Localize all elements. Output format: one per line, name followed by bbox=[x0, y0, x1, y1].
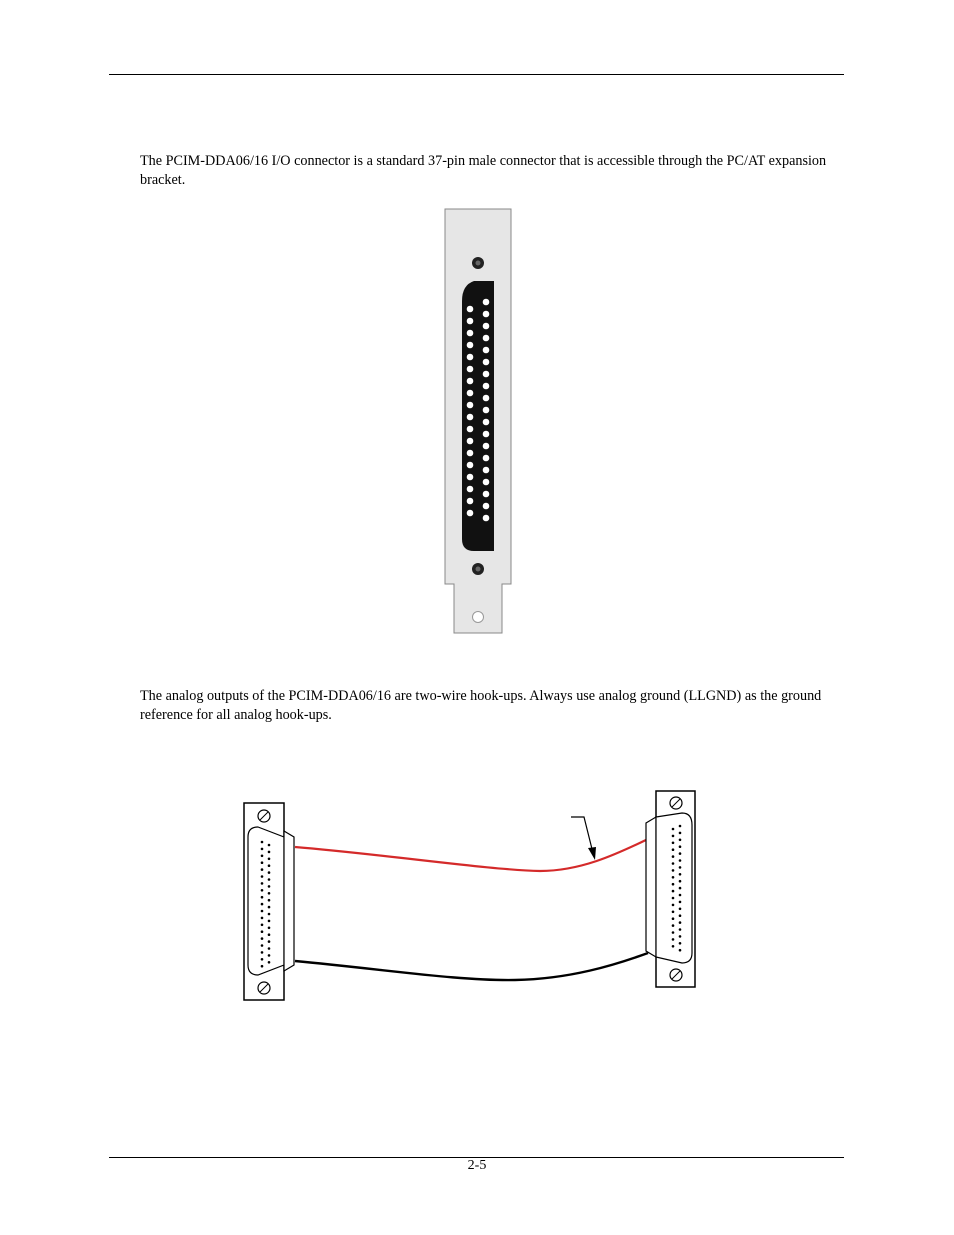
connector-pin bbox=[467, 498, 474, 505]
connector-pin bbox=[467, 390, 474, 397]
connector-pin bbox=[261, 958, 264, 961]
connector-pin bbox=[268, 954, 271, 957]
connector-pin bbox=[268, 920, 271, 923]
connector-pin bbox=[268, 844, 271, 847]
connector-pin bbox=[261, 889, 264, 892]
connector-pin bbox=[679, 873, 682, 876]
connector-pin bbox=[483, 311, 490, 318]
connector-pin bbox=[679, 859, 682, 862]
connector-pin bbox=[483, 395, 490, 402]
connector-pin bbox=[268, 947, 271, 950]
connector-pin bbox=[679, 845, 682, 848]
connector-pin bbox=[261, 861, 264, 864]
connector-pin bbox=[672, 862, 675, 865]
connector-pin bbox=[467, 438, 474, 445]
connector-pin bbox=[483, 455, 490, 462]
connector-pin bbox=[268, 913, 271, 916]
connector-pin bbox=[483, 299, 490, 306]
connector-pin bbox=[483, 467, 490, 474]
page-number: 2-5 bbox=[467, 1158, 487, 1173]
connector-pin bbox=[672, 924, 675, 927]
connector-pin bbox=[672, 855, 675, 858]
connector-pin bbox=[679, 942, 682, 945]
connector-pin bbox=[672, 869, 675, 872]
connector-pin bbox=[679, 832, 682, 835]
connector-pin bbox=[672, 835, 675, 838]
connector-pin bbox=[483, 503, 490, 510]
wire-pointer-arrowhead bbox=[588, 847, 596, 860]
connector-pin bbox=[268, 858, 271, 861]
connector-pin bbox=[679, 839, 682, 842]
connector-pin bbox=[679, 935, 682, 938]
connector-pin bbox=[268, 864, 271, 867]
connector-pin bbox=[672, 938, 675, 941]
connector-pin bbox=[483, 491, 490, 498]
connector-pin bbox=[672, 848, 675, 851]
connector-pin bbox=[679, 928, 682, 931]
connector-pin bbox=[261, 924, 264, 927]
connector-pin bbox=[483, 323, 490, 330]
connector-pin bbox=[467, 474, 474, 481]
connector-pin bbox=[261, 855, 264, 858]
connector-pin bbox=[268, 933, 271, 936]
connector-pin bbox=[679, 825, 682, 828]
connector-pin bbox=[467, 378, 474, 385]
connector-pin bbox=[483, 335, 490, 342]
connector-pin bbox=[268, 906, 271, 909]
ground-wire bbox=[295, 953, 648, 980]
connector-pin bbox=[679, 949, 682, 952]
connector-pin bbox=[268, 878, 271, 881]
connector-pin bbox=[261, 882, 264, 885]
connector-pin bbox=[679, 880, 682, 883]
connector-pin bbox=[672, 890, 675, 893]
header-rule bbox=[109, 74, 844, 75]
connector-pin bbox=[268, 961, 271, 964]
connector-pin bbox=[672, 842, 675, 845]
connector-pin bbox=[483, 431, 490, 438]
connector-pin bbox=[261, 930, 264, 933]
connector-pin bbox=[261, 868, 264, 871]
connector-pin bbox=[483, 383, 490, 390]
connector-pin bbox=[467, 342, 474, 349]
connector-pin bbox=[261, 910, 264, 913]
connector-pin bbox=[261, 841, 264, 844]
connector-pin bbox=[467, 426, 474, 433]
connector-pin bbox=[268, 940, 271, 943]
connector-pin bbox=[261, 937, 264, 940]
connector-pin bbox=[679, 908, 682, 911]
connector-pin bbox=[483, 347, 490, 354]
connector-pin bbox=[467, 462, 474, 469]
connector-pin bbox=[261, 944, 264, 947]
cable-hookup-figure bbox=[240, 785, 700, 1005]
connector-pin bbox=[679, 921, 682, 924]
connector-pin bbox=[679, 901, 682, 904]
connector-pin bbox=[268, 885, 271, 888]
connector-pin bbox=[467, 510, 474, 517]
connector-pin bbox=[672, 897, 675, 900]
connector-pin bbox=[261, 951, 264, 954]
connector-pin bbox=[268, 871, 271, 874]
connector-pin bbox=[261, 903, 264, 906]
connector-pin bbox=[672, 876, 675, 879]
connector-pin bbox=[672, 911, 675, 914]
connector-pin bbox=[679, 887, 682, 890]
connector-pin bbox=[467, 306, 474, 313]
connector-pin bbox=[679, 866, 682, 869]
expansion-bracket-figure bbox=[444, 209, 514, 634]
connector-pin bbox=[467, 366, 474, 373]
connector-pin bbox=[467, 354, 474, 361]
connector-pin bbox=[467, 486, 474, 493]
connector-pin bbox=[261, 875, 264, 878]
connector-pin bbox=[261, 917, 264, 920]
connector-pin bbox=[268, 851, 271, 854]
connector-pin bbox=[483, 443, 490, 450]
connector-pin bbox=[679, 852, 682, 855]
intro-paragraph: The PCIM-DDA06/16 I/O connector is a standard 37-pin male connector that is accessible through the PC/AT expansion bracket. bbox=[140, 153, 827, 188]
connector-pin bbox=[467, 414, 474, 421]
connector-pin bbox=[483, 479, 490, 486]
connector-pin bbox=[467, 318, 474, 325]
connector-pin bbox=[483, 419, 490, 426]
mount-hole-icon bbox=[473, 612, 484, 623]
connector-pin bbox=[679, 914, 682, 917]
connector-pin bbox=[483, 359, 490, 366]
wire-pointer-line bbox=[571, 817, 592, 849]
left-connector-shell bbox=[248, 827, 284, 975]
connector-pin bbox=[672, 945, 675, 948]
connector-pin bbox=[672, 931, 675, 934]
connector-pin bbox=[261, 848, 264, 851]
connector-pin bbox=[467, 330, 474, 337]
connector-pin bbox=[261, 896, 264, 899]
connector-pin bbox=[268, 892, 271, 895]
connector-pin bbox=[268, 927, 271, 930]
connector-pin bbox=[672, 828, 675, 831]
connector-pin bbox=[483, 515, 490, 522]
analog-paragraph: The analog outputs of the PCIM-DDA06/16 are two-wire hook-ups. Always use analog ground (LLGND) as the ground reference for all analog hook-ups. bbox=[140, 688, 822, 723]
connector-pin bbox=[268, 899, 271, 902]
connector-pin bbox=[672, 917, 675, 920]
connector-pin bbox=[483, 371, 490, 378]
connector-pin bbox=[672, 904, 675, 907]
connector-pin bbox=[679, 894, 682, 897]
connector-pin bbox=[467, 402, 474, 409]
connector-pin bbox=[672, 883, 675, 886]
connector-pin bbox=[261, 965, 264, 968]
connector-pin bbox=[483, 407, 490, 414]
connector-pin bbox=[467, 450, 474, 457]
